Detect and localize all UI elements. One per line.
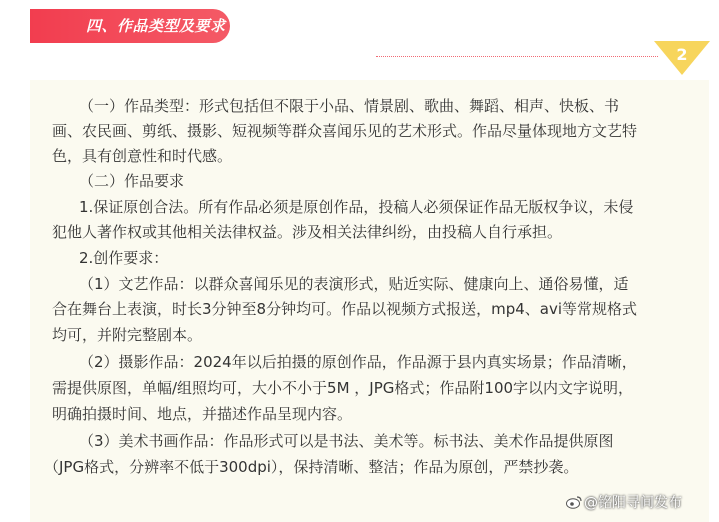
dotted-divider [376,56,658,57]
paragraph-line: 画、农民画、剪纸、摄影、短视频等群众喜闻乐见的艺术形式。作品尽量体现地方文艺特 [52,122,638,140]
section-title: 四、作品类型及要求 [86,17,226,35]
paragraph-line: 合在舞台上表演，时长3分钟至8分钟均可。作品以视频方式报送，mp4、avi等常规格式 [52,300,638,318]
watermark-text: @铭阳寻间发布 [584,495,682,511]
weibo-icon [566,495,582,509]
paragraph-line: 1.保证原创合法。所有作品必须是原创作品，投稿人必须保证作品无版权争议，未侵 [79,198,634,216]
paragraph-line: 犯他人著作权或其他相关法律权益。涉及相关法律纠纷，由投稿人自行承担。 [52,223,563,241]
page-badge [654,41,710,75]
page-number: 2 [676,45,688,64]
paragraph-line: （二）作品要求 [79,172,185,190]
paragraph-line: 需提供原图，单幅/组照均可，大小不小于5M ，JPG格式；作品附100字以内文字说明， [52,379,634,397]
paragraph-line: 均可，并附完整剧本。 [52,326,203,344]
paragraph-line: 色，具有创意性和时代感。 [52,147,233,165]
paragraph-line: （1）文艺作品：以群众喜闻乐见的表演形式，贴近实际、健康向上、通俗易懂，适 [79,275,629,293]
section-header-banner [30,9,230,43]
paragraph-line: 2.创作要求： [79,249,169,267]
content-panel [30,80,709,522]
paragraph-line: 明确拍摄时间、地点，并描述作品呈现内容。 [52,405,353,423]
paragraph-line: （2）摄影作品：2024年以后拍摄的原创作品，作品源于县内真实场景；作品清晰， [79,353,637,371]
paragraph-line: （3）美术书画作品：作品形式可以是书法、美术等。标书法、美术作品提供原图 [79,432,614,450]
paragraph-line: （一）作品类型：形式包括但不限于小品、情景剧、歌曲、舞蹈、相声、快板、书 [79,97,620,115]
watermark [566,492,682,512]
paragraph-line: （JPG格式，分辨率不低于300dpi），保持清晰、整洁；作品为原创，严禁抄袭。 [44,458,579,476]
